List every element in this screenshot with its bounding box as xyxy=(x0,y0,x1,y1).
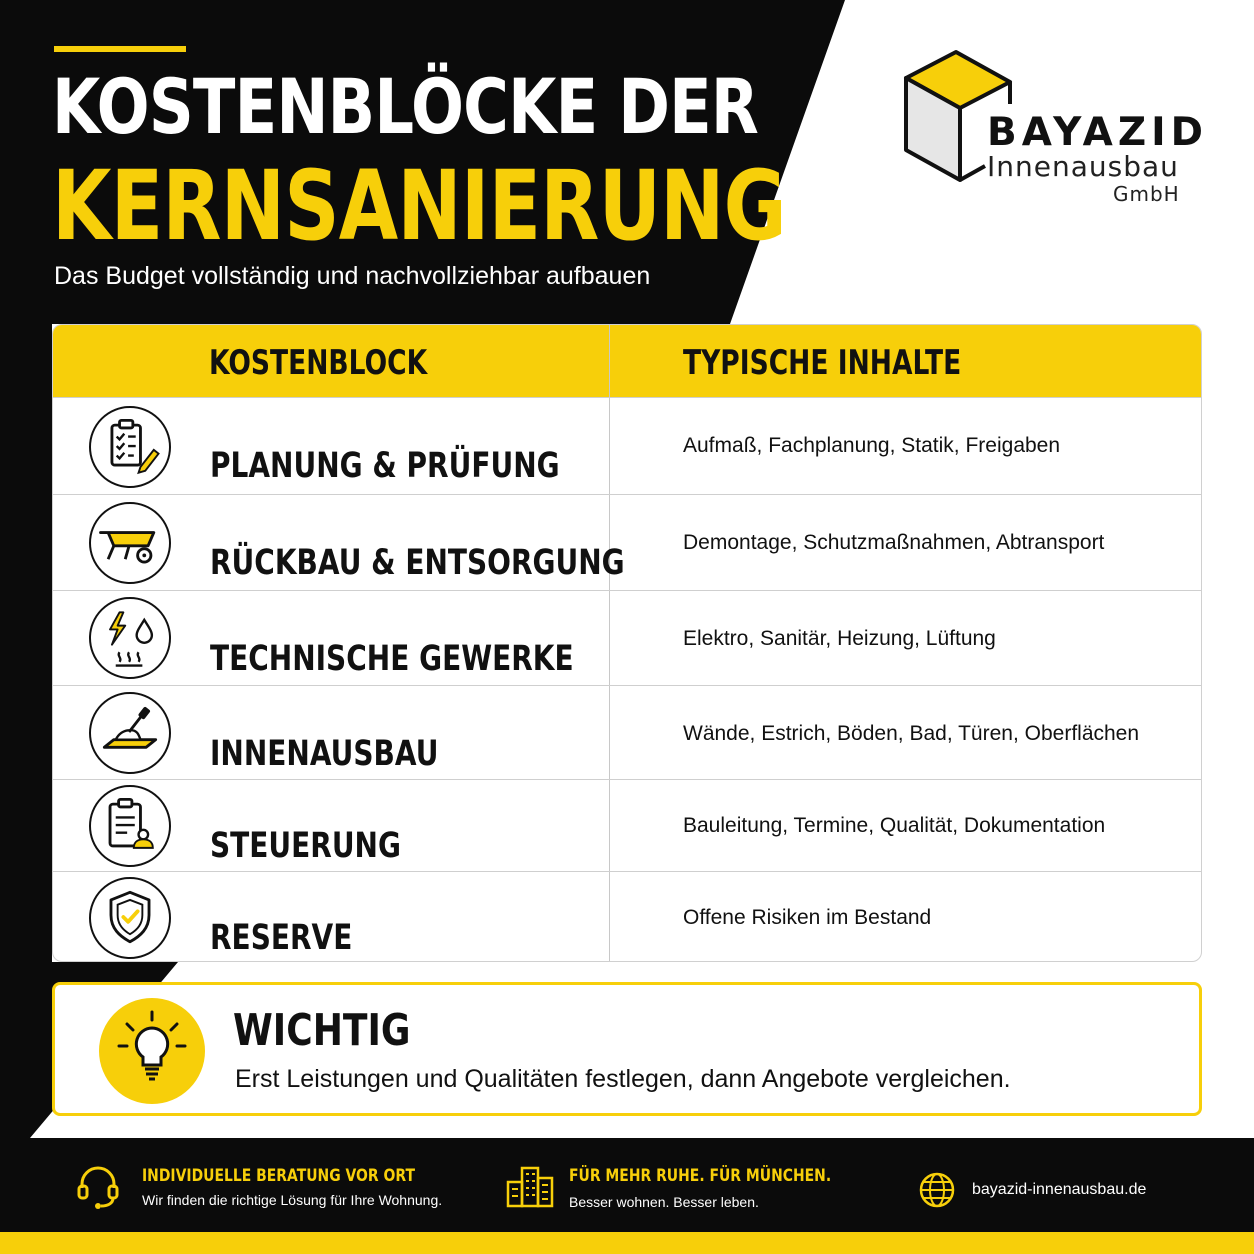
lightbulb-icon xyxy=(99,998,205,1104)
note-text: Erst Leistungen und Qualitäten festlegen, dann Angebote vergleichen. xyxy=(235,1065,1011,1093)
table-row xyxy=(53,779,1202,871)
logo-subname: Innenausbau xyxy=(987,150,1179,183)
footer-item1-text: Wir finden die richtige Lösung für Ihre Wohnung. xyxy=(142,1192,443,1208)
block-label: TECHNISCHE GEWERKE xyxy=(210,639,574,679)
headset-icon xyxy=(74,1162,122,1210)
table-row xyxy=(53,494,1202,590)
globe-icon xyxy=(918,1171,956,1209)
content-label: Bauleitung, Termine, Qualität, Dokumentation xyxy=(683,814,1106,837)
logo-legal-form: GmbH xyxy=(1113,182,1180,206)
header-kostenblock: KOSTENBLOCK xyxy=(209,343,428,383)
logo-name: BAYAZID xyxy=(987,110,1209,155)
footer-item2-title: FÜR MEHR RUHE. FÜR MÜNCHEN. xyxy=(569,1166,832,1186)
trowel-icon xyxy=(89,692,171,774)
wheelbarrow-icon xyxy=(89,502,171,584)
footer-accent-strip xyxy=(0,1232,1254,1254)
footer xyxy=(0,1138,1254,1232)
content-label: Aufmaß, Fachplanung, Statik, Freigaben xyxy=(683,434,1061,457)
content-label: Wände, Estrich, Böden, Bad, Türen, Oberflächen xyxy=(683,722,1140,745)
table-header xyxy=(53,325,1202,397)
block-label: PLANUNG & PRÜFUNG xyxy=(210,446,560,486)
website-link[interactable]: bayazid-innenausbau.de xyxy=(972,1181,1147,1198)
block-label: INNENAUSBAU xyxy=(210,734,439,774)
clipboard-checklist-icon xyxy=(89,406,171,488)
shield-check-icon xyxy=(89,877,171,959)
important-note xyxy=(52,982,1202,1116)
note-title: WICHTIG xyxy=(233,1005,411,1056)
title-line-2: KERNSANIERUNG xyxy=(52,150,786,262)
footer-item2-text: Besser wohnen. Besser leben. xyxy=(569,1194,759,1210)
title-line-1: KOSTENBLÖCKE DER xyxy=(52,62,759,151)
table-row xyxy=(53,397,1202,494)
table-row xyxy=(53,685,1202,779)
clipboard-person-icon xyxy=(89,785,171,867)
cost-table xyxy=(52,324,1202,962)
header-typische-inhalte: TYPISCHE INHALTE xyxy=(683,343,962,383)
table-row xyxy=(53,590,1202,685)
content-label: Demontage, Schutzmaßnahmen, Abtransport xyxy=(683,531,1105,554)
footer-item1-title: INDIVIDUELLE BERATUNG VOR ORT xyxy=(142,1166,415,1186)
building-icon xyxy=(504,1164,556,1208)
content-label: Elektro, Sanitär, Heizung, Lüftung xyxy=(683,627,996,650)
content-label: Offene Risiken im Bestand xyxy=(683,906,932,929)
subtitle: Das Budget vollständig und nachvollziehbar aufbauen xyxy=(54,262,651,290)
table-row xyxy=(53,871,1202,962)
accent-bar xyxy=(54,46,186,52)
block-label: STEUERUNG xyxy=(210,826,401,866)
block-label: RESERVE xyxy=(210,918,353,958)
utilities-icon xyxy=(89,597,171,679)
block-label: RÜCKBAU & ENTSORGUNG xyxy=(210,543,625,583)
